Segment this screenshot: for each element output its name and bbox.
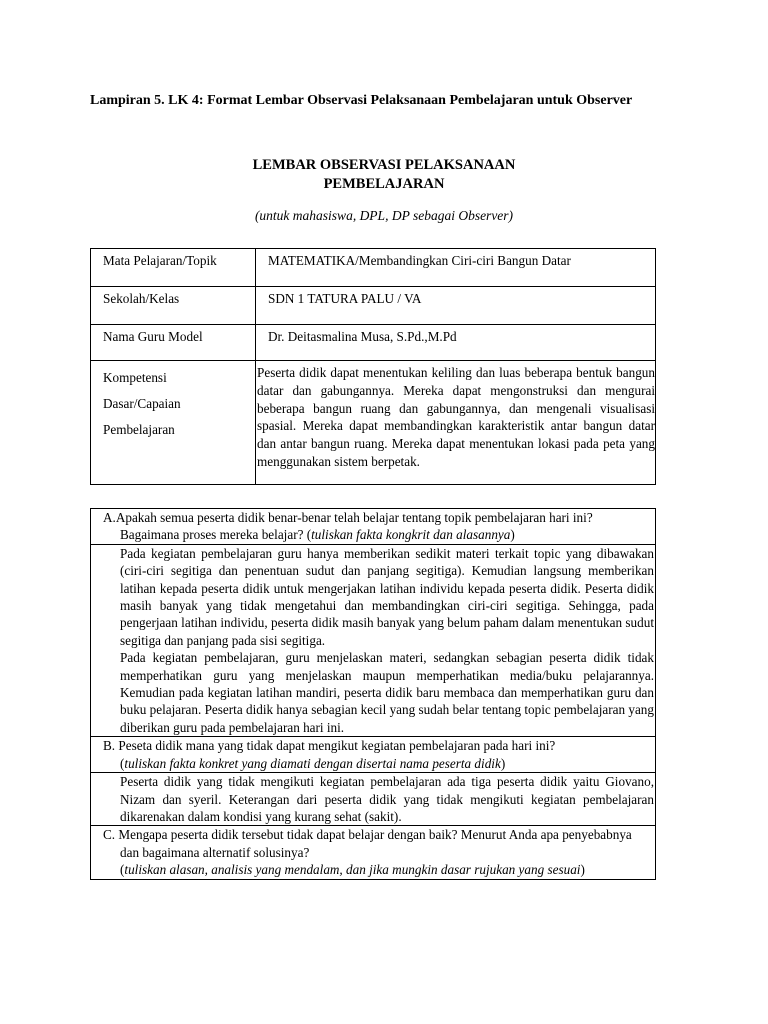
competency-label-line-1: Kompetensi (103, 370, 167, 385)
answer-a-paragraph-1: Pada kegiatan pembelajaran guru hanya memberikan sedikit materi terkait topic yang dibawakan (ciri-ciri segitiga dan penentuan sudut dan panjang segitiga). Kemudian langsung memberikan latihan kepada peserta didik untuk mengerjakan latihan individu kepada peserta didik. Peserta didik masih banyak yang tidak mengetahui dan membandingkan ciri-ciri segitiga. Sehingga, pada pengerjaan latihan individu, peserta didik masih banyak yang belum paham dalam menentukan sudut segitiga dan panjang pada sisi segitiga. (120, 545, 654, 648)
document-subtitle: (untuk mahasiswa, DPL, DP sebagai Observer) (254, 208, 514, 223)
question-c-text: Mengapa peserta didik tersebut tidak dapat belajar dengan baik? Menurut Anda apa penyebabnya dan bagaimana alternatif solusinya? (118, 827, 632, 860)
answer-b: Peserta didik yang tidak mengikuti kegiatan pembelajaran ada tiga peserta didik yaitu Giovano, Nizam dan syeril. Keterangan dari peserta didik yang tidak mengikuti kegiatan pembelajaran dikarenakan dalam kondisi yang kurang sehat (sakit). (91, 773, 656, 826)
question-c (91, 826, 656, 879)
competency-label (91, 361, 256, 485)
teacher-label: Nama Guru Model (91, 325, 256, 361)
subject-row (91, 249, 656, 287)
competency-label-line-3: Pembelajaran (103, 422, 175, 437)
document-title-line-2: PEMBELAJARAN (323, 176, 445, 192)
teacher-value: Dr. Deitasmalina Musa, S.Pd.,M.Pd (256, 325, 656, 361)
answer-a-row (91, 544, 656, 736)
question-c-open: ( (120, 862, 125, 878)
question-a-hint: tuliskan fakta kongkrit dan alasannya (311, 527, 511, 543)
question-c-hint: tuliskan alasan, analisis yang mendalam, dan jika mungkin dasar rujukan yang sesuai (124, 862, 581, 878)
question-c-row (91, 826, 656, 879)
question-b-close: ) (500, 755, 506, 771)
question-a-close: ) (510, 527, 515, 543)
question-c-marker: C. (103, 827, 116, 843)
question-a-marker: A. (103, 510, 116, 525)
question-b-open: ( (120, 755, 125, 771)
document-title (0, 156, 768, 194)
appendix-title: Lampiran 5. LK 4: Format Lembar Observasi Pelaksanaan Pembelajaran untuk Observer (90, 93, 633, 108)
school-value: SDN 1 TATURA PALU / VA (256, 287, 656, 325)
school-label: Sekolah/Kelas (91, 287, 256, 325)
document-title-line-1: LEMBAR OBSERVASI PELAKSANAAN (252, 157, 516, 173)
question-b-text: Peseta didik mana yang tidak dapat mengikut kegiatan pembelajaran pada hari ini? (118, 738, 556, 754)
observation-table (90, 508, 656, 880)
answer-a-paragraph-2: Pada kegiatan pembelajaran, guru menjelaskan materi, sedangkan sebagian peserta didik tidak memperhatikan guru yang menjelaskan maupun memperhatikan media/buku pelajarannya. Kemudian pada kegiatan latihan mandiri, peserta didik baru membaca dan memperhatikan guru dan buku pelajaran. Peserta didik hanya sebagian kecil yang sudah belar tentang topic pembelajaran yang diberikan guru pada pembelajaran hari ini. (120, 650, 654, 735)
competency-value: Peserta didik dapat menentukan keliling dan luas beberapa bentuk bangun datar dan gabungannya. Mereka dapat mengonstruksi dan mengurai beberapa bangun ruang dan gabungannya, dan mengenali visualisasi spasial. Mereka dapat membandingkan karakteristik antar bangun datar dan antar bangun ruang. Mereka dapat menentukan lokasi pada peta yang menggunakan sistem berpetak. (256, 361, 656, 485)
subject-value: MATEMATIKA/Membandingkan Ciri-ciri Bangun Datar (256, 249, 656, 287)
question-b-row (91, 737, 656, 773)
question-b-hint: tuliskan fakta konkret yang diamati dengan disertai nama peserta didik (124, 755, 501, 771)
subject-label: Mata Pelajaran/Topik (91, 249, 256, 287)
answer-b-row (91, 773, 656, 826)
teacher-row (91, 325, 656, 361)
question-a-text: Apakah semua peserta didik benar-benar telah belajar tentang topik pembelajaran hari ini? Bagaimana proses mereka belajar? ( (115, 510, 593, 543)
question-b-marker: B. (103, 738, 116, 754)
question-b (91, 737, 656, 773)
question-a-row (91, 509, 656, 545)
question-c-close: ) (580, 862, 585, 878)
question-a (91, 509, 656, 545)
answer-a (91, 544, 656, 736)
competency-label-line-2: Dasar/Capaian (103, 396, 181, 411)
competency-row (91, 361, 656, 485)
lesson-info-table (90, 248, 656, 485)
school-row (91, 287, 656, 325)
